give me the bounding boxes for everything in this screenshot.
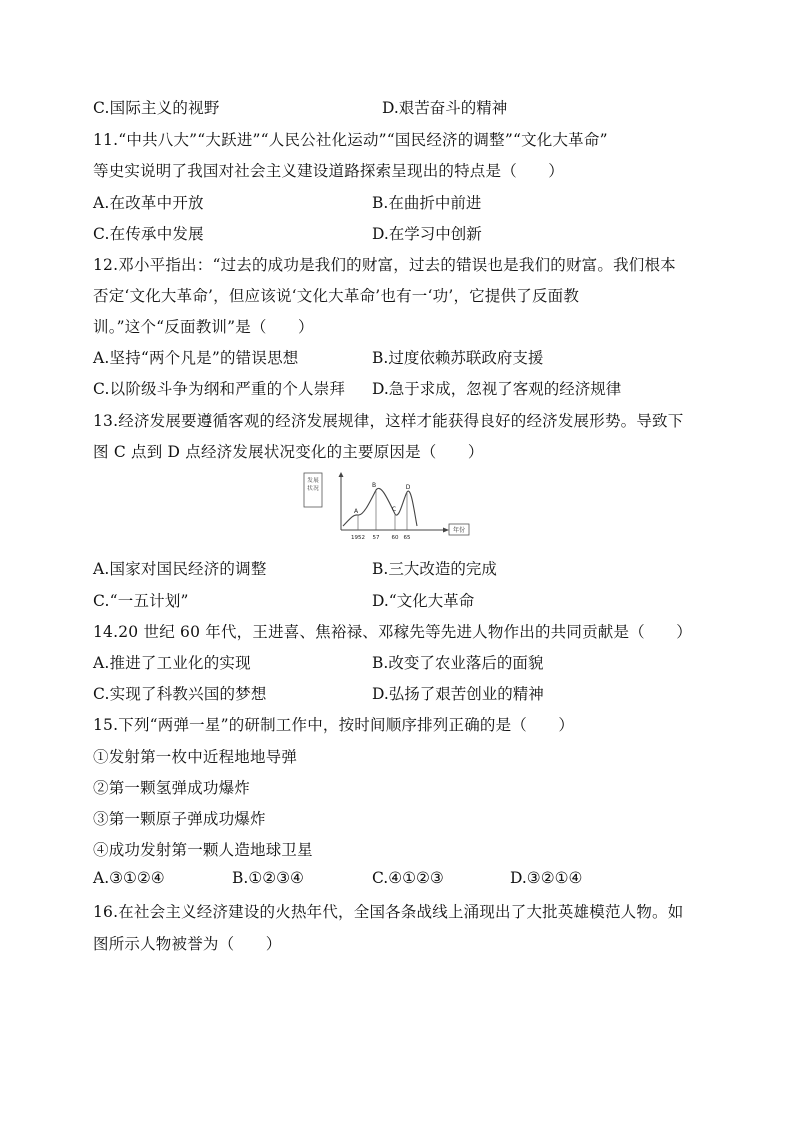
q16-stem-line1: 16.在社会主义经济建设的火热年代，全国各条战线上涌现出了大批英雄模范人物。如 <box>93 903 684 921</box>
q12-option-c: C.以阶级斗争为纲和严重的个人崇拜 <box>93 380 346 398</box>
q12-stem-line3: 训。”这个“反面教训”是（ ） <box>93 318 314 336</box>
q15-item-3: ③第一颗原子弹成功爆炸 <box>93 810 266 828</box>
q15-option-a: A.③①②④ <box>93 869 165 887</box>
x-tick-label: 60 <box>391 535 399 541</box>
y-axis-label: 发展状况 <box>307 478 319 492</box>
q11-option-c: C.在传承中发展 <box>93 225 204 243</box>
q13-option-a: A.国家对国民经济的调整 <box>93 560 267 578</box>
q15-item-1: ①发射第一枚中近程地地导弹 <box>93 748 298 766</box>
q12-stem-line1: 12.邓小平指出：“过去的成功是我们的财富，过去的错误也是我们的财富。我们根本 <box>93 256 676 274</box>
q12-option-d: D.急于求成，忽视了客观的经济规律 <box>372 380 622 398</box>
q15-option-d: D.③②①④ <box>510 869 583 887</box>
q13-stem-line1: 13.经济发展要遵循客观的经济发展规律，这样才能获得良好的经济发展形势。导致下 <box>93 412 684 430</box>
q12-stem-line2: 否定‘文化大革命’，但应该说‘文化大革命’也有一‘功’，它提供了反面教 <box>93 287 580 305</box>
q15-stem: 15.下列“两弹一星”的研制工作中，按时间顺序排列正确的是（ ） <box>93 716 575 734</box>
q12-option-b: B.过度依赖苏联政府支援 <box>372 349 544 367</box>
q13-stem-line2: 图 C 点到 D 点经济发展状况变化的主要原因是（ ） <box>93 443 484 461</box>
x-axis-label: 年份 <box>452 527 466 534</box>
q10-option-d: D.艰苦奋斗的精神 <box>382 99 508 117</box>
q12-option-a: A.坚持“两个凡是”的错误思想 <box>93 349 299 367</box>
q13-option-b: B.三大改造的完成 <box>372 560 497 578</box>
q11-stem-line1: 11.“中共八大”“大跃进”“人民公社化运动”“国民经济的调整”“文化大革命” <box>93 131 608 149</box>
q10-option-c: C.国际主义的视野 <box>93 99 220 117</box>
y-axis-arrow-icon <box>339 472 344 477</box>
q15-item-4: ④成功发射第一颗人造地球卫星 <box>93 841 313 859</box>
q14-option-c: C.实现了科教兴国的梦想 <box>93 685 267 703</box>
q16-stem-line2: 图所示人物被誉为（ ） <box>93 935 282 953</box>
q14-option-a: A.推进了工业化的实现 <box>93 654 251 672</box>
point-label-a: A <box>353 508 359 515</box>
q13-option-c: C.“一五计划” <box>93 592 189 610</box>
q15-item-2: ②第一颗氢弹成功爆炸 <box>93 779 251 797</box>
point-label-c: C <box>391 506 397 513</box>
q14-stem: 14.20 世纪 60 年代，王进喜、焦裕禄、邓稼先等先进人物作出的共同贡献是（ ） <box>93 623 692 641</box>
q15-option-c: C.④①②③ <box>372 869 444 887</box>
q11-option-b: B.在曲折中前进 <box>372 194 482 212</box>
x-tick-label: 65 <box>403 535 411 541</box>
x-axis-arrow-icon <box>443 528 449 533</box>
x-tick-label: 1952 <box>351 535 365 541</box>
x-tick-label: 57 <box>372 535 380 541</box>
q11-option-d: D.在学习中创新 <box>372 225 482 243</box>
q14-option-d: D.弘扬了艰苦创业的精神 <box>372 685 544 703</box>
point-label-d: D <box>405 484 411 491</box>
q15-option-b: B.①②③④ <box>232 869 304 887</box>
q11-stem-line2: 等史实说明了我国对社会主义建设道路探索呈现出的特点是（ ） <box>93 162 565 180</box>
economic-development-chart <box>303 470 471 542</box>
q11-option-a: A.在改革中开放 <box>93 194 204 212</box>
q13-option-d: D.“文化大革命 <box>372 592 475 610</box>
point-label-b: B <box>371 482 377 489</box>
q14-option-b: B.改变了农业落后的面貌 <box>372 654 544 672</box>
